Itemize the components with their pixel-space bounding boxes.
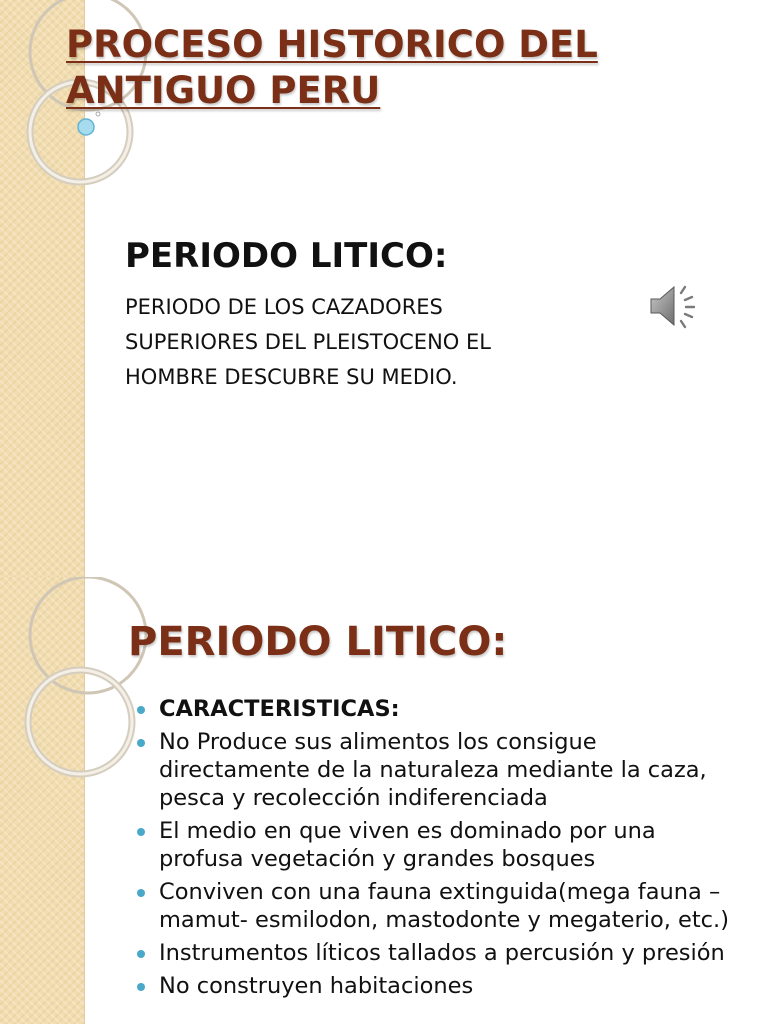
list-item: El medio en que viven es dominado por una profusa vegetación y grandes bosques	[134, 817, 744, 873]
bullet-list	[134, 695, 744, 1005]
list-item: No construyen habitaciones	[134, 972, 744, 1000]
section-body: PERIODO DE LOS CAZADORES SUPERIORES DEL PLEISTOCENO EL HOMBRE DESCUBRE SU MEDIO.	[125, 295, 491, 389]
slide-title: PERIODO LITICO:	[128, 619, 508, 665]
bullet-icon	[137, 706, 145, 714]
bullet-icon	[137, 889, 145, 897]
speaker-icon[interactable]	[648, 282, 700, 330]
section-subtitle: PERIODO LITICO:	[125, 236, 448, 276]
bullet-icon	[137, 950, 145, 958]
bullet-icon	[137, 983, 145, 991]
slide-2	[0, 577, 768, 1024]
list-item: No Produce sus alimentos los consigue directamente de la naturaleza mediante la caza, pesca y recolección indiferenciada	[134, 728, 744, 812]
bullet-icon	[137, 739, 145, 747]
list-item: Conviven con una fauna extinguida(mega fauna – mamut- esmilodon, mastodonte y megaterio, etc.)	[134, 878, 744, 934]
slide-title: PROCESO HISTORICO DEL ANTIGUO PERU	[66, 23, 598, 112]
list-item: Instrumentos líticos tallados a percusión y presión	[134, 939, 744, 967]
list-item: CARACTERISTICAS:	[134, 695, 744, 723]
bullet-icon	[137, 828, 145, 836]
